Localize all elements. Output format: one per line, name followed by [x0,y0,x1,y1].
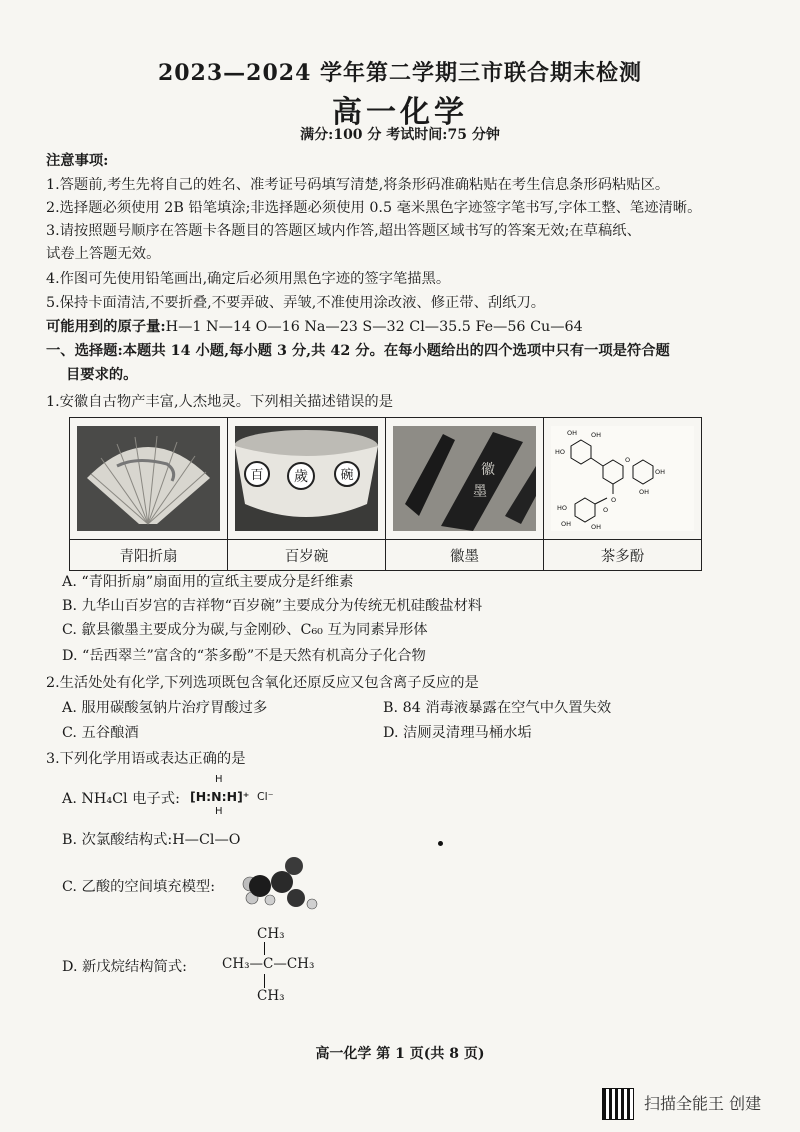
notice-item: 1.答题前,考生先将自己的姓名、准考证号码填写清楚,将条形码准确粘贴在考生信息条形码粘贴区。 [46,177,670,193]
section-heading: 一、选择题:本题共 14 小题,每小题 3 分,共 42 分。在每小题给出的四个选项中只有一项是符合题 [46,343,670,359]
q3-option-a [62,788,180,808]
q3-stem: 3.下列化学用语或表达正确的是 [46,751,246,767]
bowl-char: 歲 [294,469,308,485]
formula-label: HO [555,448,566,456]
formula-label: OH [591,523,602,531]
caption: 青阳折扇 [70,540,228,571]
q2-option-a: A. 服用碳酸氢钠片治疗胃酸过多 [62,700,268,716]
formula-label: O [603,506,609,514]
ink-char: 徽 [481,462,495,478]
hui-ink-image [393,426,536,531]
caption: 徽墨 [386,540,544,571]
chloride-ion: Cl⁻ [257,790,274,803]
formula-label: OH [561,520,572,528]
notice-item: 3.请按照题号顺序在答题卡各题目的答题区域内作答,超出答题区域书写的答案无效;在草稿纸、 [46,223,641,239]
formula-label: O [611,496,617,504]
q1-stem: 1.安徽自古物产丰富,人杰地灵。下列相关描述错误的是 [46,394,394,410]
bowl-char: 碗 [340,468,354,483]
page-footer: 高一化学 第 1 页(共 8 页) [315,1046,485,1062]
q2-stem: 2.生活处处有化学,下列选项既包含氧化还原反应又包含离子反应的是 [46,675,479,691]
notice-item: 5.保持卡面清洁,不要折叠,不要弄破、弄皱,不准使用涂改液、修正带、刮纸刀。 [46,295,546,311]
electron-formula: [H:N:H]⁺ [190,789,250,804]
formula-label: OH [567,429,578,437]
q1-option-a: A. “青阳折扇”扇面用的宣纸主要成分是纤维素 [62,574,354,590]
q3-option-b: B. 次氯酸结构式:H—Cl—O [62,832,241,848]
formula-label: OH [655,468,666,476]
bowl-char: 百 [250,468,264,483]
q3-option-d: D. 新戊烷结构简式: [62,959,187,975]
q1-image-table [69,417,702,571]
bond-line [264,942,265,955]
notice-heading: 注意事项: [46,153,109,169]
exam-info: 满分:100 分 考试时间:75 分钟 [300,127,500,143]
tea-polyphenol-structure [551,426,694,531]
q1-option-d: D. “岳西翠兰”富含的“茶多酚”不是天然有机高分子化合物 [62,648,426,664]
bowl-image-cell [228,418,386,540]
q2-option-c: C. 五谷酿酒 [62,725,139,741]
subject-title: 高一化学 [332,95,468,130]
formula-label: OH [639,488,650,496]
electron-formula-h-top: H [215,774,223,785]
fan-image-cell [70,418,228,540]
ink-char: 墨 [473,484,487,500]
section-heading-cont: 目要求的。 [66,367,138,383]
q1-option-c: C. 歙县徽墨主要成分为碳,与金刚砂、C₆₀ 互为同素异形体 [62,622,428,638]
scanner-watermark: 扫描全能王 创建 [644,1094,762,1113]
neopentane-top: CH₃ [257,926,285,942]
notice-item: 2.选择题必须使用 2B 铅笔填涂;非选择题必须使用 0.5 毫米黑色字迹签字笔书写,字体工整、笔迹清晰。 [46,200,702,216]
electron-formula-h-bottom: H [215,806,223,817]
atomic-masses-values: H—1 N—14 O—16 Na—23 S—32 Cl—35.5 Fe—56 Cu—64 [165,319,583,335]
tea-polyphenol-image-cell [544,418,702,540]
atomic-masses-label: 可能用到的原子量: [46,319,166,335]
notice-item: 试卷上答题无效。 [46,246,161,262]
notice-item: 4.作图可先使用铅笔画出,确定后必须用黑色字迹的签字笔描黑。 [46,271,451,287]
speck [438,841,443,846]
q3-option-a-label: A. NH₄Cl 电子式: [62,791,180,807]
ink-image-cell [386,418,544,540]
neopentane-middle: CH₃—C—CH₃ [222,956,315,972]
folding-fan-image [77,426,220,531]
q3-option-c: C. 乙酸的空间填充模型: [62,879,216,895]
acetic-acid-model [232,854,322,914]
q1-option-b: B. 九华山百岁宫的吉祥物“百岁碗”主要成分为传统无机硅酸盐材料 [62,598,483,614]
caption: 百岁碗 [228,540,386,571]
q2-option-b: B. 84 消毒液暴露在空气中久置失效 [383,700,612,716]
qr-code-icon [602,1088,634,1120]
atomic-masses [46,316,766,336]
formula-label: O [625,456,631,464]
q2-option-d: D. 洁厕灵清理马桶水垢 [383,725,532,741]
formula-label: OH [591,431,602,439]
caption: 茶多酚 [544,540,702,571]
bond-line [264,974,265,988]
exam-title: 2023—2024 学年第二学期三市联合期末检测 [157,60,643,86]
neopentane-bottom: CH₃ [257,988,285,1004]
century-bowl-image [235,426,378,531]
formula-label: HO [557,504,568,512]
